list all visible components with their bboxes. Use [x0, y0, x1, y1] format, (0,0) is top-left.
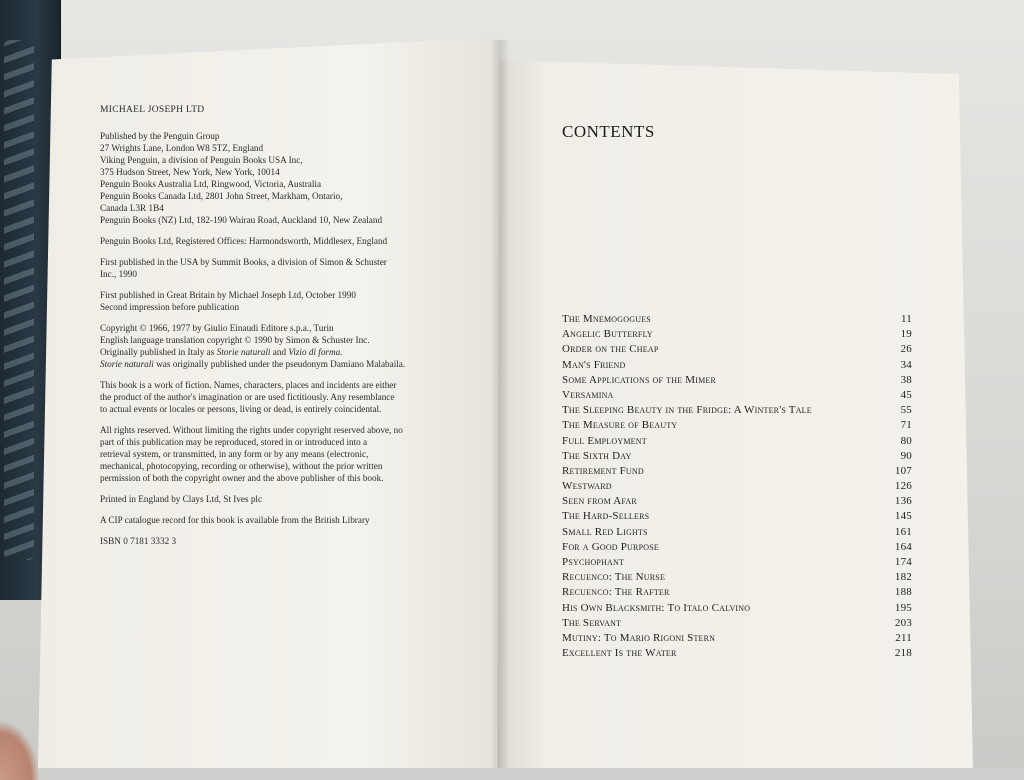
toc-entry-page: 71 [900, 419, 912, 432]
toc-entry-title: Full Employment [562, 434, 647, 447]
toc-entry-title: Some Applications of the Mimer [562, 373, 717, 386]
rights-line: All rights reserved. Without limiting the rights under copyright reserved above, no [100, 425, 403, 435]
toc-entry [562, 389, 912, 404]
toc-entry-title: Excellent Is the Water [562, 647, 677, 660]
rights-line: permission of both the copyright owner and the above publisher of this book. [100, 473, 384, 483]
original-publication-line [100, 346, 450, 358]
toc-entry-page: 45 [900, 388, 912, 401]
toc-entry-title: Psychophant [562, 556, 625, 568]
contents-heading: CONTENTS [562, 122, 655, 141]
rights-line: mechanical, photocopying, recording or otherwise), without the prior written [100, 461, 383, 471]
toc-entry-title: The Hard-Sellers [562, 510, 650, 523]
copyright-notice [100, 322, 450, 370]
toc-entry [562, 313, 912, 328]
toc-entry-page: 145 [894, 510, 912, 523]
toc-entry-title: Retirement Fund [562, 464, 644, 477]
original-prefix: Originally published in Italy as [100, 347, 217, 357]
fiction-line: the product of the author's imagination or are used fictitiously. Any resemblance [100, 392, 395, 402]
toc-entry-page: 203 [894, 616, 912, 629]
registered-offices-line: Penguin Books Ltd, Registered Offices: Harmondsworth, Middlesex, England [100, 236, 388, 246]
toc-entry-page: 80 [900, 434, 912, 447]
cover-pattern [4, 40, 34, 560]
first-published-line: First published in Great Britain by Michael Joseph Ltd, October 1990 [100, 290, 356, 300]
toc-entry [562, 343, 912, 358]
toc-entry [562, 541, 912, 556]
original-title-1: Storie naturali [216, 347, 271, 357]
toc-entry [562, 404, 912, 419]
address-line: Published by the Penguin Group [100, 131, 220, 141]
toc-entry [562, 526, 912, 541]
pseudonym-rest: was originally published under the pseudonym Damiano Malabaila. [153, 359, 406, 369]
pseudonym-line [100, 358, 450, 370]
publishing-group-addresses [100, 130, 450, 226]
toc-entry [562, 571, 912, 586]
toc-entry-title: Westward [562, 480, 612, 493]
toc-entry [562, 419, 912, 434]
toc-entry-page: 174 [894, 556, 912, 568]
toc-entry-title: Recuenco: The Rafter [562, 586, 670, 599]
toc-entry [562, 556, 912, 571]
toc-entry [562, 465, 912, 480]
toc-entry [562, 435, 912, 450]
toc-entry [562, 510, 912, 525]
fiction-line: to actual events or locales or persons, living or dead, is entirely coincidental. [100, 404, 382, 414]
toc-entry [562, 374, 912, 389]
toc-entry-page: 90 [900, 449, 912, 462]
publisher-name: MICHAEL JOSEPH LTD [100, 105, 205, 115]
toc-entry [562, 602, 912, 617]
toc-entry-page: 55 [900, 404, 912, 417]
toc-entry [562, 586, 912, 601]
cip-line: A CIP catalogue record for this book is available from the British Library [100, 515, 370, 525]
toc-entry [562, 328, 912, 343]
fiction-notice [100, 379, 450, 415]
toc-entry [562, 480, 912, 495]
toc-entry-title: Seen from Afar [562, 495, 637, 508]
fiction-line: This book is a work of fiction. Names, characters, places and incidents are either [100, 380, 397, 390]
toc-entry-page: 11 [901, 313, 912, 325]
impression-line: Second impression before publication [100, 302, 240, 312]
toc-entry-page: 26 [900, 343, 912, 356]
first-published-line: Inc., 1990 [100, 269, 137, 279]
rights-notice [100, 424, 450, 484]
toc-entry [562, 359, 912, 374]
toc-entry-title: The Sixth Day [562, 449, 632, 462]
toc-entry [562, 617, 912, 632]
toc-entry-title: Small Red Lights [562, 525, 648, 538]
registered-offices [100, 235, 450, 247]
pseudonym-title: Storie naturali [100, 359, 154, 369]
toc-entry [562, 495, 912, 510]
toc-entry-page: 211 [895, 631, 912, 644]
rights-line: retrieval system, or transmitted, in any form or by any means (electronic, [100, 449, 369, 459]
toc-entry-title: The Servant [562, 616, 622, 629]
first-published-usa [100, 256, 450, 280]
toc-entry-title: Recuenco: The Nurse [562, 571, 666, 584]
toc-entry-title: For a Good Purpose [562, 540, 659, 553]
address-line: Viking Penguin, a division of Penguin Books USA Inc, [100, 155, 303, 165]
toc-entry-page: 19 [900, 328, 912, 341]
toc-entry [562, 632, 912, 647]
address-line: Canada L3R 1B4 [100, 203, 164, 213]
original-mid: and [270, 347, 289, 357]
address-line: Penguin Books Australia Ltd, Ringwood, Victoria, Australia [100, 179, 322, 189]
toc-entry-page: 164 [894, 540, 912, 553]
finger [0, 720, 40, 780]
toc-entry-title: His Own Blacksmith: To Italo Calvino [562, 601, 751, 614]
toc-entry-page: 161 [894, 525, 912, 538]
first-published-line: First published in the USA by Summit Books, a division of Simon & Schuster [100, 257, 387, 267]
translation-copyright-line: English language translation copyright © 1990 by Simon & Schuster Inc. [100, 335, 370, 345]
toc-entry-page: 188 [894, 586, 912, 599]
table-of-contents [562, 313, 912, 662]
toc-entry [562, 647, 912, 662]
copyright-line: Copyright © 1966, 1977 by Giulio Einaudi Editore s.p.a., Turin [100, 323, 334, 333]
toc-entry-page: 34 [900, 358, 912, 371]
isbn-line: ISBN 0 7181 3332 3 [100, 536, 177, 546]
original-title-2: Vizio di forma. [288, 347, 343, 357]
address-line: 375 Hudson Street, New York, New York, 10014 [100, 167, 280, 177]
toc-entry-title: The Sleeping Beauty in the Fridge: A Winter's Tale [562, 404, 812, 417]
copyright-page-text [100, 104, 450, 556]
toc-entry-page: 182 [894, 571, 912, 584]
toc-entry [562, 450, 912, 465]
address-line: Penguin Books Canada Ltd, 2801 John Street, Markham, Ontario, [100, 191, 343, 201]
toc-entry-page: 218 [894, 647, 912, 660]
toc-entry-page: 107 [894, 464, 912, 477]
book-gutter [490, 40, 510, 768]
toc-entry-title: The Measure of Beauty [562, 419, 678, 432]
toc-entry-title: Order on the Cheap [562, 343, 659, 356]
toc-entry-page: 136 [894, 495, 912, 508]
address-line: Penguin Books (NZ) Ltd, 182-190 Wairau Road, Auckland 10, New Zealand [100, 215, 383, 225]
toc-entry-page: 195 [894, 601, 912, 614]
printer-line: Printed in England by Clays Ltd, St Ives plc [100, 494, 263, 504]
address-line: 27 Wrights Lane, London W8 5TZ, England [100, 143, 264, 153]
toc-entry-title: Versamina [562, 388, 614, 401]
toc-entry-page: 126 [894, 480, 912, 493]
first-published-gb [100, 289, 450, 313]
toc-entry-title: Mutiny: To Mario Rigoni Stern [562, 631, 716, 644]
toc-entry-page: 38 [900, 373, 912, 386]
toc-entry-title: Man's Friend [562, 358, 626, 371]
toc-entry-title: Angelic Butterfly [562, 328, 653, 341]
toc-entry-title: The Mnemogogues [562, 313, 651, 325]
rights-line: part of this publication may be reproduced, stored in or introduced into a [100, 437, 368, 447]
